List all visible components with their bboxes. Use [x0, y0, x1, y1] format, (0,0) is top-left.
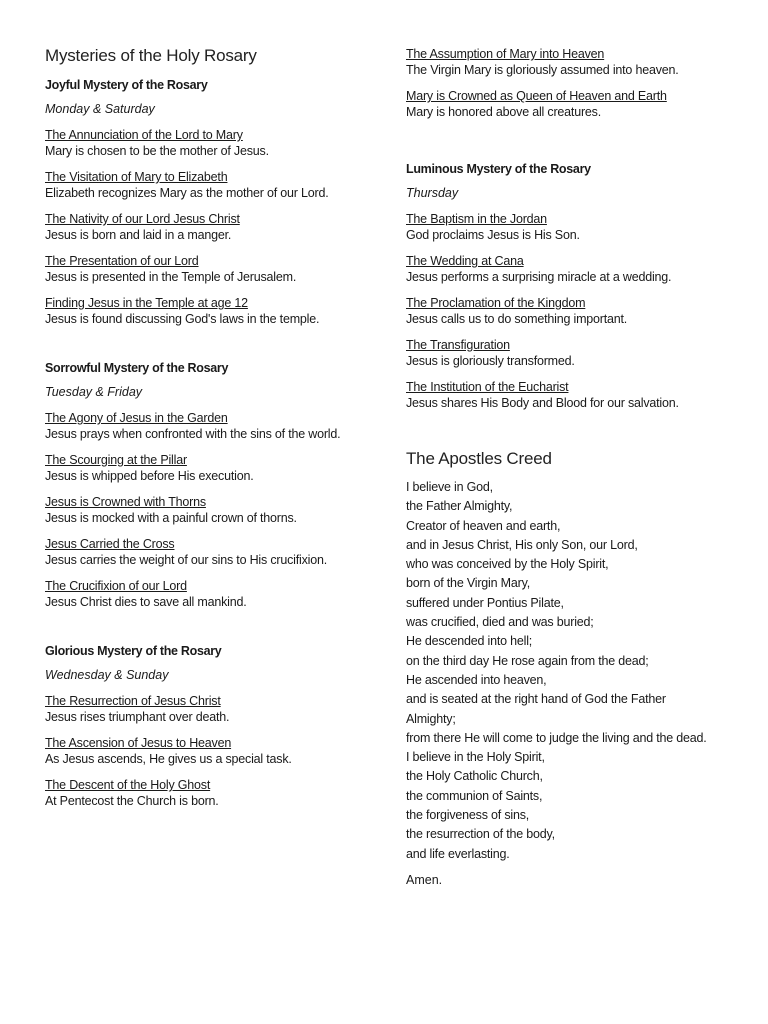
section-heading: Sorrowful Mystery of the Rosary	[45, 361, 229, 375]
mystery-item	[45, 536, 385, 568]
creed-line: Creator of heaven and earth,	[406, 518, 561, 533]
luminous-items	[406, 211, 746, 411]
mystery-title: The Transfiguration	[406, 338, 510, 352]
mystery-title: The Nativity of our Lord Jesus Christ	[45, 212, 240, 226]
mystery-item	[45, 494, 385, 526]
section-heading: Luminous Mystery of the Rosary	[406, 162, 591, 176]
creed-line: the Holy Catholic Church,	[406, 769, 543, 784]
left-column	[45, 46, 385, 843]
mystery-description: At Pentecost the Church is born.	[45, 794, 219, 808]
mystery-title: The Descent of the Holy Ghost	[45, 778, 211, 792]
creed-line: He ascended into heaven,	[406, 672, 547, 687]
mystery-item	[45, 452, 385, 484]
mystery-item	[406, 211, 746, 243]
mystery-item	[45, 253, 385, 285]
mystery-title: Jesus is Crowned with Thorns	[45, 495, 206, 509]
mystery-title: Finding Jesus in the Temple at age 12	[45, 296, 248, 310]
mystery-title: The Wedding at Cana	[406, 254, 524, 268]
mystery-item	[406, 337, 746, 369]
right-column	[406, 46, 746, 887]
creed-line: the communion of Saints,	[406, 788, 543, 803]
mystery-description: Mary is honored above all creatures.	[406, 105, 601, 119]
mystery-item	[406, 46, 746, 78]
mystery-item	[406, 253, 746, 285]
section-days: Wednesday & Sunday	[45, 668, 169, 682]
creed-lines	[406, 478, 746, 864]
creed-amen: Amen.	[406, 872, 443, 887]
mystery-item	[45, 777, 385, 809]
creed-line: and life everlasting.	[406, 846, 510, 861]
creed-line: was crucified, died and was buried;	[406, 615, 594, 630]
section-days: Tuesday & Friday	[45, 385, 143, 399]
mystery-item	[45, 169, 385, 201]
mystery-item	[45, 127, 385, 159]
mystery-title: The Baptism in the Jordan	[406, 212, 547, 226]
creed-line: He descended into hell;	[406, 634, 533, 649]
mystery-item	[45, 410, 385, 442]
mystery-item	[406, 379, 746, 411]
mystery-description: Jesus performs a surprising miracle at a wedding.	[406, 270, 672, 284]
mystery-description: Jesus rises triumphant over death.	[45, 710, 230, 724]
mystery-description: Jesus prays when confronted with the sins of the world.	[45, 427, 341, 441]
mystery-title: The Visitation of Mary to Elizabeth	[45, 170, 228, 184]
mystery-description: Jesus calls us to do something important.	[406, 312, 628, 326]
mystery-description: Elizabeth recognizes Mary as the mother of our Lord.	[45, 186, 329, 200]
section-heading: Glorious Mystery of the Rosary	[45, 644, 222, 658]
mystery-title: The Presentation of our Lord	[45, 254, 199, 268]
mystery-title: The Assumption of Mary into Heaven	[406, 47, 605, 61]
mystery-section	[45, 78, 385, 327]
luminous-section	[406, 162, 746, 411]
left-sections	[45, 78, 385, 809]
creed-line: on the third day He rose again from the dead;	[406, 653, 649, 668]
creed-line: from there He will come to judge the living and the dead.	[406, 730, 707, 745]
mystery-title: The Agony of Jesus in the Garden	[45, 411, 228, 425]
mystery-section	[45, 361, 385, 610]
mystery-description: Jesus is presented in the Temple of Jerusalem.	[45, 270, 297, 284]
creed-section	[406, 449, 746, 887]
section-days: Thursday	[406, 186, 459, 200]
creed-line: born of the Virgin Mary,	[406, 576, 530, 591]
mystery-title: The Institution of the Eucharist	[406, 380, 569, 394]
glorious-continued	[406, 46, 746, 120]
creed-line: Almighty;	[406, 711, 456, 726]
page-title: Mysteries of the Holy Rosary	[45, 46, 257, 65]
mystery-title: Jesus Carried the Cross	[45, 537, 175, 551]
mystery-title: The Crucifixion of our Lord	[45, 579, 187, 593]
mystery-item	[406, 88, 746, 120]
mystery-item	[45, 735, 385, 767]
mystery-description: Jesus shares His Body and Blood for our salvation.	[406, 396, 679, 410]
mystery-description: Jesus is born and laid in a manger.	[45, 228, 232, 242]
creed-line: and in Jesus Christ, His only Son, our Lord,	[406, 537, 638, 552]
mystery-description: God proclaims Jesus is His Son.	[406, 228, 580, 242]
mystery-description: Jesus is found discussing God's laws in the temple.	[45, 312, 320, 326]
section-days: Monday & Saturday	[45, 102, 155, 116]
mystery-title: The Annunciation of the Lord to Mary	[45, 128, 243, 142]
mystery-description: Jesus is mocked with a painful crown of thorns.	[45, 511, 297, 525]
creed-line: I believe in God,	[406, 480, 493, 494]
mystery-title: The Scourging at the Pillar	[45, 453, 187, 467]
mystery-description: The Virgin Mary is gloriously assumed into heaven.	[406, 63, 679, 77]
mystery-title: Mary is Crowned as Queen of Heaven and Earth	[406, 89, 667, 103]
creed-line: I believe in the Holy Spirit,	[406, 750, 545, 765]
creed-line: and is seated at the right hand of God the Father	[406, 692, 666, 707]
creed-line: the resurrection of the body,	[406, 827, 555, 842]
mystery-section	[45, 644, 385, 809]
mystery-item	[45, 295, 385, 327]
creed-line: who was conceived by the Holy Spirit,	[406, 557, 609, 572]
mystery-description: As Jesus ascends, He gives us a special task.	[45, 752, 292, 766]
mystery-description: Jesus is gloriously transformed.	[406, 354, 575, 368]
mystery-item	[406, 295, 746, 327]
creed-line: the Father Almighty,	[406, 499, 513, 514]
mystery-description: Mary is chosen to be the mother of Jesus.	[45, 144, 269, 158]
mystery-description: Jesus Christ dies to save all mankind.	[45, 595, 247, 609]
creed-title: The Apostles Creed	[406, 449, 552, 468]
mystery-description: Jesus is whipped before His execution.	[45, 469, 254, 483]
mystery-title: The Ascension of Jesus to Heaven	[45, 736, 232, 750]
mystery-description: Jesus carries the weight of our sins to His crucifixion.	[45, 553, 327, 567]
mystery-title: The Proclamation of the Kingdom	[406, 296, 586, 310]
mystery-item	[45, 693, 385, 725]
mystery-item	[45, 578, 385, 610]
mystery-title: The Resurrection of Jesus Christ	[45, 694, 221, 708]
creed-line: suffered under Pontius Pilate,	[406, 595, 564, 610]
creed-line: the forgiveness of sins,	[406, 808, 530, 823]
mystery-item	[45, 211, 385, 243]
section-heading: Joyful Mystery of the Rosary	[45, 78, 208, 92]
